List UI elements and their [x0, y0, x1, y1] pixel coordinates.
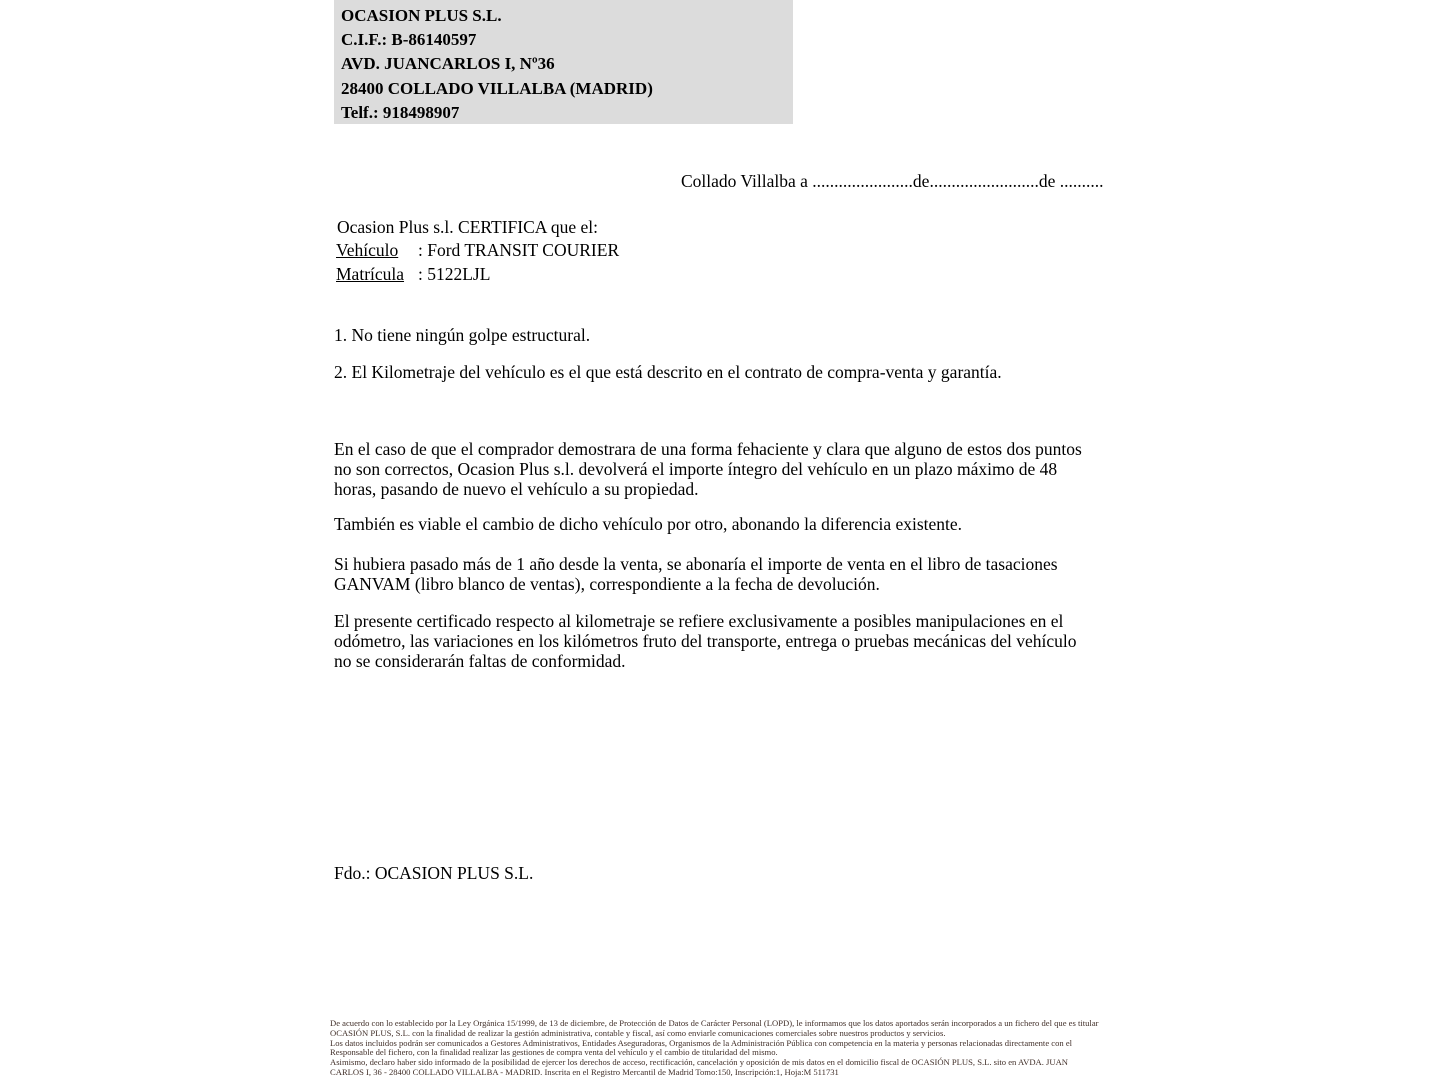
company-phone: Telf.: 918498907 — [341, 102, 460, 122]
legal-notice — [330, 1019, 1120, 1078]
legal-line-4: Responsable del fichero, con la finalidad realizar las gestiones de compra venta del vehículo y el cambio de titularidad del mismo. — [330, 1047, 778, 1058]
company-cif: C.I.F.: B-86140597 — [341, 30, 477, 50]
vehicle-label: Vehículo — [336, 240, 399, 260]
company-address: AVD. JUANCARLOS I, Nº36 — [341, 54, 555, 74]
vehicle-label-cell — [336, 240, 418, 261]
exchange-paragraph: También es viable el cambio de dicho vehículo por otro, abonando la diferencia existente. — [334, 514, 963, 534]
date-placeholder-line: Collado Villalba a .......................de.........................de .......... — [681, 171, 1104, 191]
odometer-paragraph: El presente certificado respecto al kilometraje se refiere exclusivamente a posibles manipulaciones en el odómetro, las variaciones en los kilómetros fruto del transporte, entrega o pruebas mecánicas del vehículo no se considerarán faltas de conformidad. — [334, 611, 1077, 671]
legal-line-5: Asimismo, declaro haber sido informado de la posibilidad de ejercer los derechos de acceso, rectificación, cancelación y oposición de mis datos en el domicilio fiscal de OCASIÓN PLUS, S.L. sito en AVDA. JUAN — [330, 1057, 1069, 1067]
legal-line-1: De acuerdo con lo establecido por la Ley Orgánica 15/1999, de 13 de diciembre, de Protección de Datos de Carácter Personal (LOPD), le informamos que los datos aportados serán incorporados a un fichero del que es titular — [330, 1018, 1099, 1028]
legal-line-6: CARLOS I, 36 - 28400 COLLADO VILLALBA - MADRID. Inscrita en el Registro Mercantil de Madrid Tomo:150, Inscripción:1, Hoja:M 511731 — [330, 1066, 839, 1077]
signature-line: Fdo.: OCASION PLUS S.L. — [334, 863, 534, 883]
certify-statement: Ocasion Plus s.l. CERTIFICA que el: — [337, 217, 598, 237]
refund-paragraph: En el caso de que el comprador demostrara de una forma fehaciente y clara que alguno de estos dos puntos no son correctos, Ocasion Plus s.l. devolverá el importe íntegro del vehículo en un plazo máximo de 48 horas, pasando de nuevo el vehículo a su propiedad. — [334, 439, 1082, 499]
condition-2: 2. El Kilometraje del vehículo es el que está descrito en el contrato de compra-venta y garantía. — [334, 362, 1002, 382]
company-name: OCASION PLUS S.L. — [341, 6, 502, 25]
ganvam-paragraph: Si hubiera pasado más de 1 año desde la venta, se abonaría el importe de venta en el libro de tasaciones GANVAM (libro blanco de ventas), correspondiente a la fecha de devolución. — [334, 554, 1058, 594]
company-info-box — [334, 0, 793, 124]
legal-line-2: OCASIÓN PLUS, S.L. con la finalidad de realizar la gestión administrativa, contable y fiscal, así como enviarle comunicaciones comerciales sobre nuestros productos y servicios. — [330, 1027, 946, 1038]
plate-row — [336, 264, 490, 285]
vehicle-row — [336, 240, 619, 261]
plate-value: : 5122LJL — [418, 264, 491, 284]
company-city: 28400 COLLADO VILLALBA (MADRID) — [341, 78, 653, 98]
plate-label: Matrícula — [336, 264, 405, 284]
legal-line-3: Los datos incluidos podrán ser comunicados a Gestores Administrativos, Entidades Aseguradoras, Organismos de la Administración Pública con competencia en la materia y personas relacionadas directamente con el — [330, 1037, 1073, 1048]
vehicle-value: : Ford TRANSIT COURIER — [418, 240, 620, 260]
plate-label-cell — [336, 264, 418, 285]
condition-1: 1. No tiene ningún golpe estructural. — [334, 325, 591, 345]
